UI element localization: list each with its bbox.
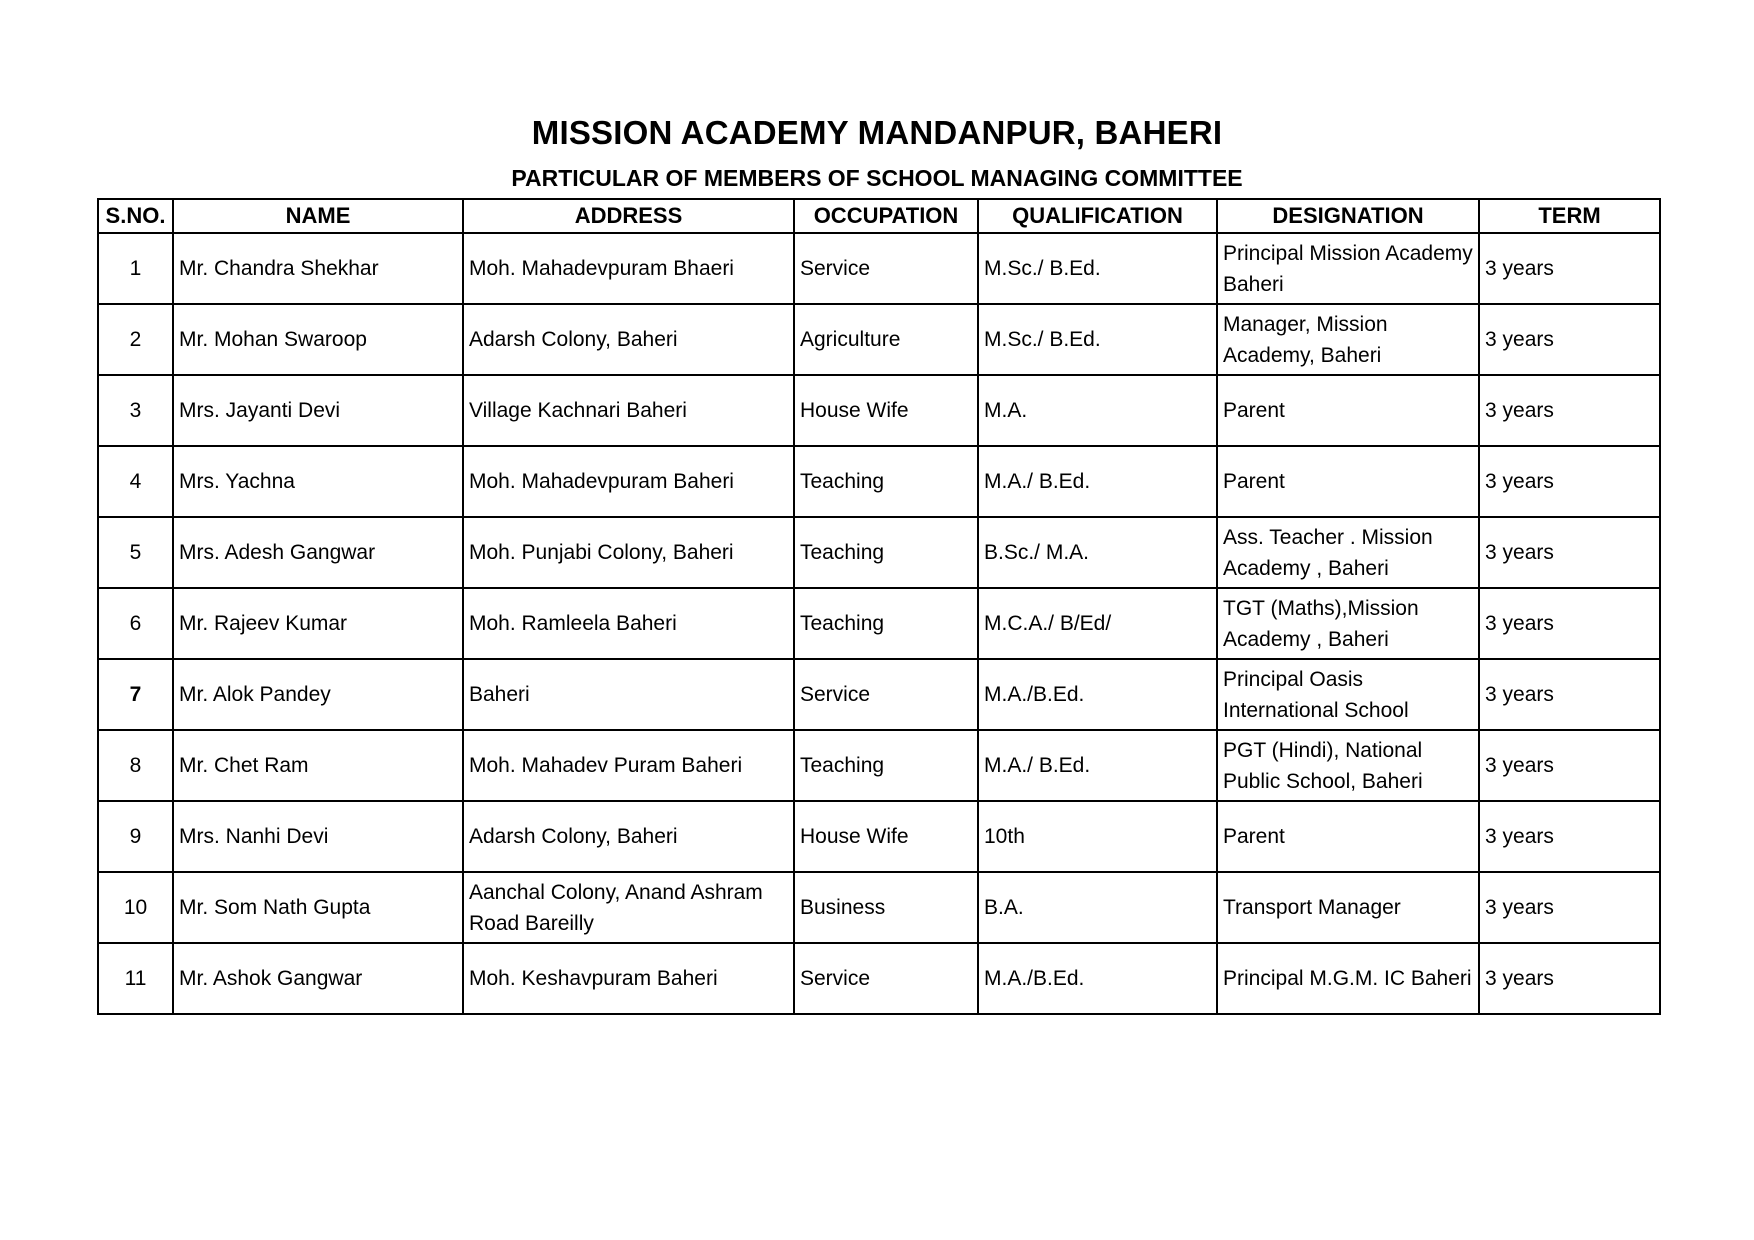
table-row — [98, 446, 1660, 517]
cell-occupation: House Wife — [794, 375, 978, 446]
cell-term: 3 years — [1479, 446, 1660, 517]
column-header-qualification: QUALIFICATION — [978, 199, 1217, 233]
cell-address: Baheri — [463, 659, 794, 730]
cell-address: Moh. Ramleela Baheri — [463, 588, 794, 659]
table-row — [98, 304, 1660, 375]
cell-term: 3 years — [1479, 943, 1660, 1014]
cell-term: 3 years — [1479, 801, 1660, 872]
cell-occupation: Service — [794, 233, 978, 304]
cell-term: 3 years — [1479, 588, 1660, 659]
cell-name: Mr. Chandra Shekhar — [173, 233, 463, 304]
table-row — [98, 517, 1660, 588]
cell-term: 3 years — [1479, 730, 1660, 801]
cell-qualification: M.A. — [978, 375, 1217, 446]
cell-term: 3 years — [1479, 872, 1660, 943]
cell-qualification: M.C.A./ B/Ed/ — [978, 588, 1217, 659]
cell-qualification: M.Sc./ B.Ed. — [978, 304, 1217, 375]
document-subtitle: PARTICULAR OF MEMBERS OF SCHOOL MANAGING COMMITTEE — [511, 165, 1243, 191]
cell-designation: Parent — [1217, 375, 1479, 446]
cell-term: 3 years — [1479, 375, 1660, 446]
cell-sno: 4 — [98, 446, 173, 517]
cell-designation: Parent — [1217, 801, 1479, 872]
cell-qualification: M.A./B.Ed. — [978, 659, 1217, 730]
cell-occupation: House Wife — [794, 801, 978, 872]
cell-qualification: 10th — [978, 801, 1217, 872]
cell-sno: 1 — [98, 233, 173, 304]
cell-term: 3 years — [1479, 304, 1660, 375]
cell-qualification: M.Sc./ B.Ed. — [978, 233, 1217, 304]
document-title: MISSION ACADEMY MANDANPUR, BAHERI — [531, 114, 1223, 151]
cell-name: Mr. Mohan Swaroop — [173, 304, 463, 375]
table-row — [98, 233, 1660, 304]
table-row — [98, 375, 1660, 446]
cell-designation: Parent — [1217, 446, 1479, 517]
cell-qualification: M.A./B.Ed. — [978, 943, 1217, 1014]
table-row — [98, 801, 1660, 872]
cell-sno: 3 — [98, 375, 173, 446]
cell-name: Mr. Ashok Gangwar — [173, 943, 463, 1014]
table-row — [98, 588, 1660, 659]
cell-occupation: Teaching — [794, 730, 978, 801]
cell-qualification: M.A./ B.Ed. — [978, 730, 1217, 801]
cell-address: Moh. Punjabi Colony, Baheri — [463, 517, 794, 588]
table-row — [98, 730, 1660, 801]
cell-designation: Principal Mission Academy Baheri — [1217, 233, 1479, 304]
cell-occupation: Business — [794, 872, 978, 943]
cell-name: Mr. Chet Ram — [173, 730, 463, 801]
cell-name: Mrs. Adesh Gangwar — [173, 517, 463, 588]
cell-address: Moh. Keshavpuram Baheri — [463, 943, 794, 1014]
cell-sno: 11 — [98, 943, 173, 1014]
cell-address: Moh. Mahadevpuram Baheri — [463, 446, 794, 517]
cell-term: 3 years — [1479, 659, 1660, 730]
column-header-designation: DESIGNATION — [1217, 199, 1479, 233]
cell-sno: 6 — [98, 588, 173, 659]
cell-name: Mr. Som Nath Gupta — [173, 872, 463, 943]
cell-sno: 8 — [98, 730, 173, 801]
cell-occupation: Service — [794, 943, 978, 1014]
cell-address: Moh. Mahadev Puram Baheri — [463, 730, 794, 801]
cell-designation: Ass. Teacher . Mission Academy , Baheri — [1217, 517, 1479, 588]
committee-table — [97, 198, 1661, 1015]
cell-qualification: B.A. — [978, 872, 1217, 943]
column-header-term: TERM — [1479, 199, 1660, 233]
cell-qualification: M.A./ B.Ed. — [978, 446, 1217, 517]
cell-designation: TGT (Maths),Mission Academy , Baheri — [1217, 588, 1479, 659]
cell-sno: 5 — [98, 517, 173, 588]
column-header-occupation: OCCUPATION — [794, 199, 978, 233]
cell-name: Mr. Rajeev Kumar — [173, 588, 463, 659]
cell-name: Mrs. Yachna — [173, 446, 463, 517]
cell-occupation: Agriculture — [794, 304, 978, 375]
cell-qualification: B.Sc./ M.A. — [978, 517, 1217, 588]
cell-term: 3 years — [1479, 233, 1660, 304]
cell-sno: 10 — [98, 872, 173, 943]
column-header-address: ADDRESS — [463, 199, 794, 233]
cell-sno: 7 — [98, 659, 173, 730]
table-row — [98, 943, 1660, 1014]
cell-name: Mrs. Nanhi Devi — [173, 801, 463, 872]
cell-occupation: Service — [794, 659, 978, 730]
column-header-sno: S.NO. — [98, 199, 173, 233]
cell-name: Mrs. Jayanti Devi — [173, 375, 463, 446]
cell-term: 3 years — [1479, 517, 1660, 588]
table-row — [98, 659, 1660, 730]
cell-occupation: Teaching — [794, 446, 978, 517]
cell-designation: Principal M.G.M. IC Baheri — [1217, 943, 1479, 1014]
cell-address: Adarsh Colony, Baheri — [463, 801, 794, 872]
cell-designation: PGT (Hindi), National Public School, Baheri — [1217, 730, 1479, 801]
cell-designation: Transport Manager — [1217, 872, 1479, 943]
cell-designation: Manager, Mission Academy, Baheri — [1217, 304, 1479, 375]
cell-occupation: Teaching — [794, 517, 978, 588]
table-row — [98, 872, 1660, 943]
table-header-row — [98, 199, 1660, 233]
cell-address: Adarsh Colony, Baheri — [463, 304, 794, 375]
cell-address: Aanchal Colony, Anand Ashram Road Bareilly — [463, 872, 794, 943]
cell-name: Mr. Alok Pandey — [173, 659, 463, 730]
cell-occupation: Teaching — [794, 588, 978, 659]
cell-sno: 2 — [98, 304, 173, 375]
cell-address: Village Kachnari Baheri — [463, 375, 794, 446]
cell-address: Moh. Mahadevpuram Bhaeri — [463, 233, 794, 304]
column-header-name: NAME — [173, 199, 463, 233]
cell-sno: 9 — [98, 801, 173, 872]
cell-designation: Principal Oasis International School — [1217, 659, 1479, 730]
